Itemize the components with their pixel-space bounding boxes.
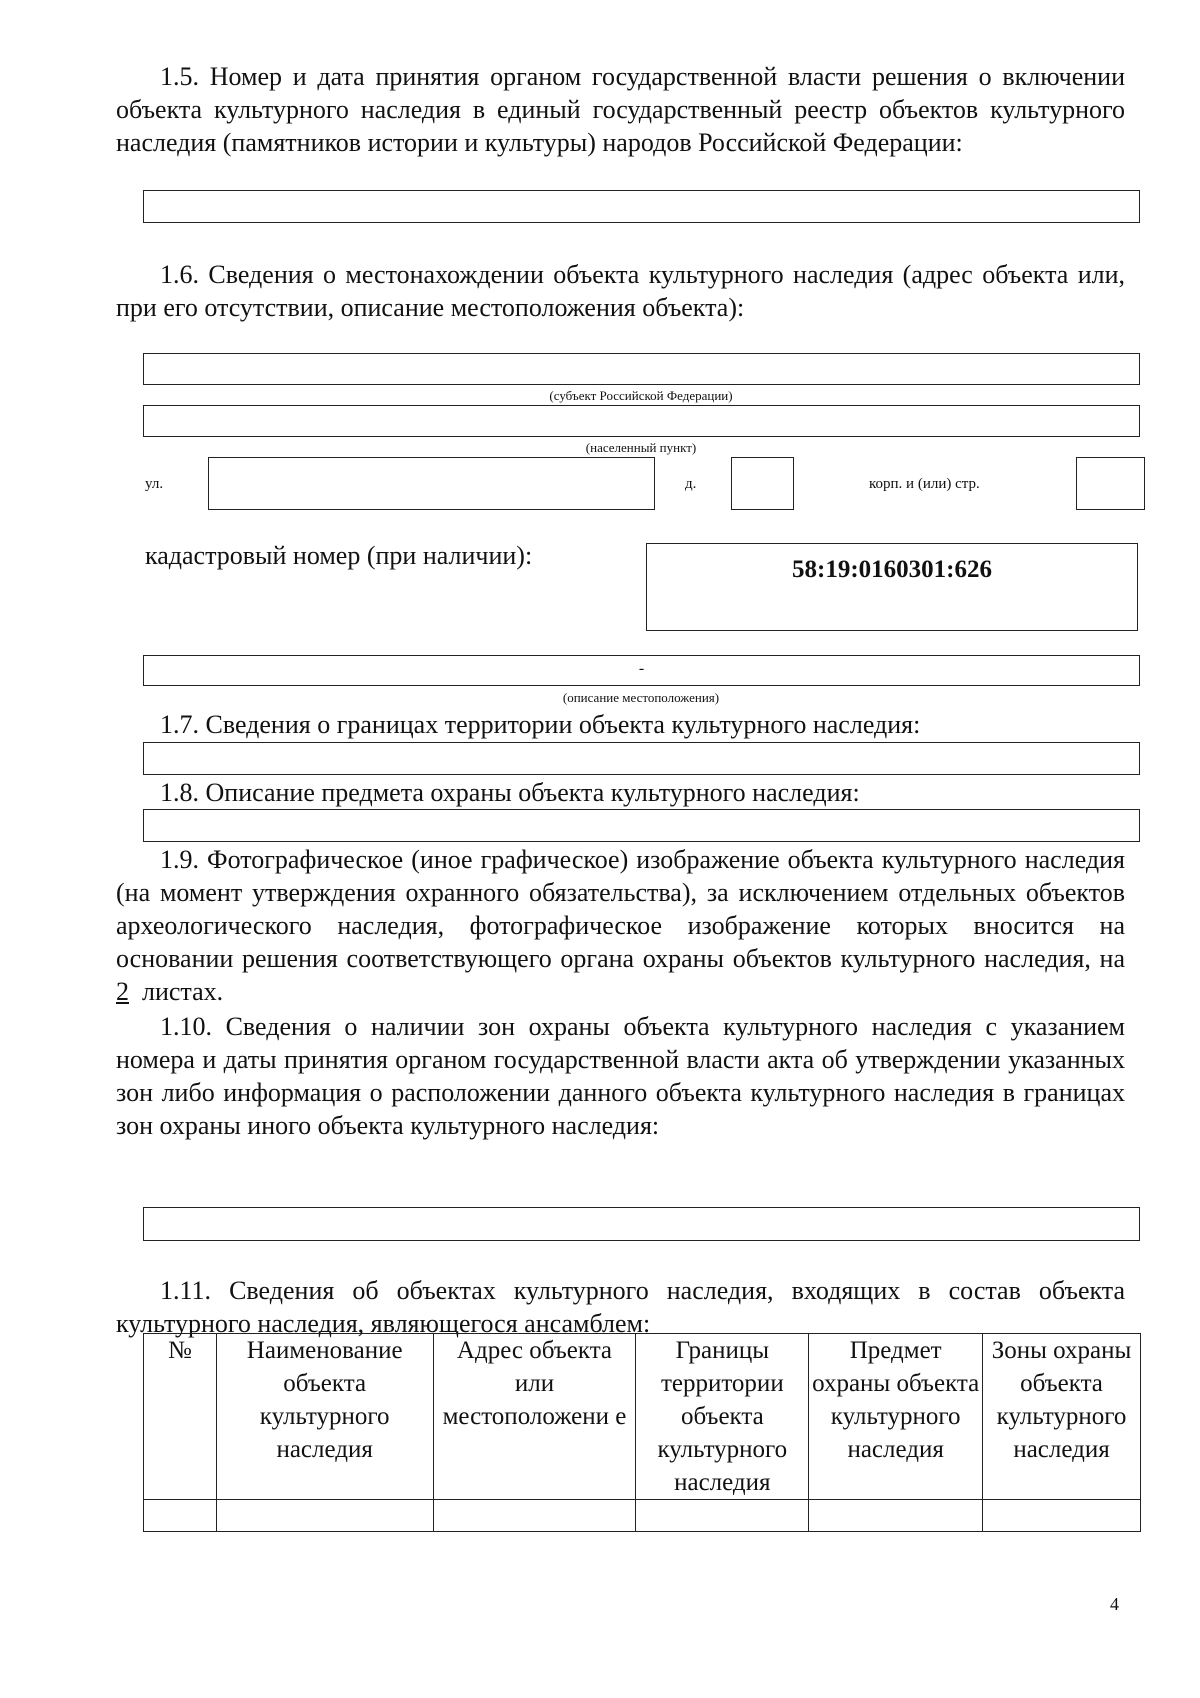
section-1-8: 1.8. Описание предмета охраны объекта культурного наследия: [160, 778, 860, 807]
territory-borders-field[interactable] [143, 742, 1140, 775]
table-cell[interactable] [433, 1500, 636, 1532]
table-header-row [144, 1334, 1141, 1500]
house-label: д. [685, 476, 697, 492]
protection-zones-field[interactable] [143, 1207, 1140, 1241]
section-1-9-text: 1.9. Фотографическое (иное графическое) изображение объекта культурного наследия (на момент утверждения охранного обязательства), за исключением отдельных объектов археологического наследия, фотографическое изображение которых вносится на основании решения соответствующего органа охраны объектов культурного наследия, на [116, 845, 1125, 973]
street-label: ул. [145, 476, 164, 492]
subject-caption: (субъект Российской Федерации) [549, 388, 733, 403]
locality-field[interactable] [143, 405, 1140, 437]
cadastral-label: кадастровый номер (при наличии): [145, 541, 533, 570]
subject-field[interactable] [143, 353, 1140, 385]
table-cell[interactable] [144, 1500, 217, 1532]
street-field[interactable] [208, 457, 655, 510]
building-field[interactable] [1076, 457, 1145, 510]
sheet-count: 2 [116, 977, 129, 1006]
header-protection-subject: Предмет охраны объекта культурного наследия [809, 1334, 983, 1500]
section-1-7: 1.7. Сведения о границах территории объекта культурного наследия: [160, 710, 921, 739]
header-protection-zones: Зоны охраны объекта культурного наследия [983, 1334, 1141, 1500]
building-label: корп. и (или) стр. [869, 476, 980, 492]
header-borders: Границы территории объекта культурного наследия [636, 1334, 809, 1500]
cadastral-number-field[interactable]: 58:19:0160301:626 [646, 543, 1138, 631]
table-cell[interactable] [809, 1500, 983, 1532]
header-address: Адрес объекта или местоположени е [433, 1334, 636, 1500]
ensemble-objects-table [143, 1333, 1141, 1532]
section-1-11: 1.11. Сведения об объектах культурного наследия, входящих в состав объекта культурного наследия, являющегося ансамблем: [116, 1276, 1125, 1338]
page-number: 4 [1110, 1594, 1119, 1614]
section-1-5: 1.5. Номер и дата принятия органом государственной власти решения о включении объекта культурного наследия в единый государственный реестр объектов культурного наследия (памятников истории и культуры) народов Российской Федерации: [116, 62, 1125, 157]
table-cell[interactable] [983, 1500, 1141, 1532]
section-1-10: 1.10. Сведения о наличии зон охраны объекта культурного наследия с указанием номера и даты принятия органом государственной власти акта об утверждении указанных зон либо информация о расположении данного объекта культурного наследия в границах зон охраны иного объекта культурного наследия: [116, 1012, 1125, 1140]
locality-caption: (населенный пункт) [585, 440, 697, 455]
section-1-9 [116, 843, 1125, 1008]
table-cell[interactable] [636, 1500, 809, 1532]
section-1-6: 1.6. Сведения о местонахождении объекта культурного наследия (адрес объекта или, при его отсутствии, описание местоположения объекта): [116, 260, 1125, 322]
table-cell[interactable] [216, 1500, 433, 1532]
section-1-9-suffix: листах. [129, 977, 224, 1006]
location-description-field[interactable]: - [143, 655, 1140, 686]
header-number: № [144, 1334, 217, 1500]
registry-decision-field[interactable] [143, 190, 1140, 223]
house-field[interactable] [731, 457, 794, 510]
header-name: Наименование объекта культурного наследия [216, 1334, 433, 1500]
protection-subject-field[interactable] [143, 809, 1140, 842]
table-row [144, 1500, 1141, 1532]
location-caption: (описание местоположения) [562, 690, 720, 705]
